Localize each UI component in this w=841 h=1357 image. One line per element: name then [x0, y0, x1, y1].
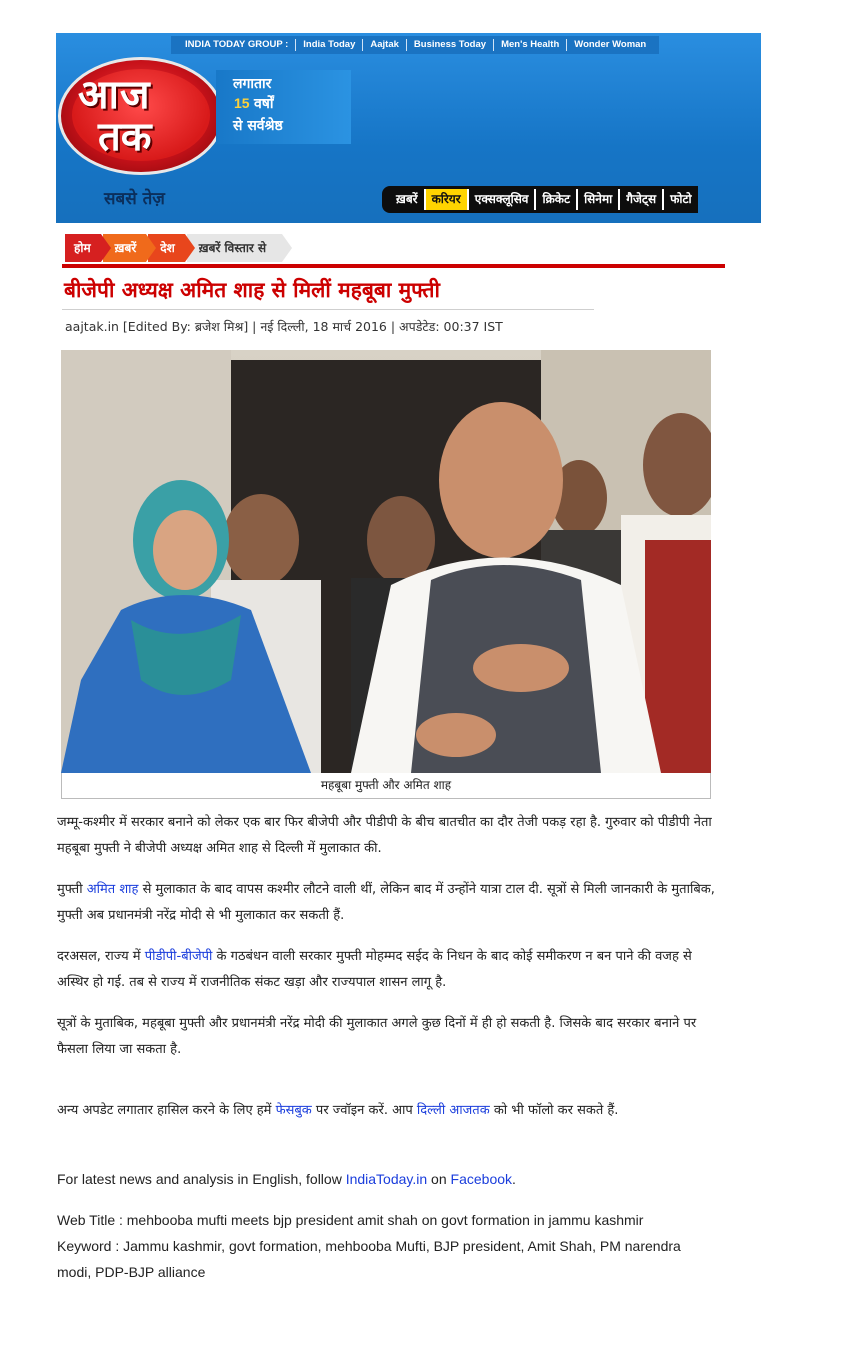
claim-line3: से सर्वश्रेष्ठ [233, 118, 283, 134]
follow-en-text-a: For latest news and analysis in English, follow [57, 1171, 346, 1187]
nav-cricket[interactable]: क्रिकेट [536, 189, 578, 210]
india-today-group-label: INDIA TODAY GROUP : [171, 39, 296, 51]
claim-line2: वर्षों [254, 96, 274, 112]
top-link-aajtak[interactable]: Aajtak [363, 39, 407, 51]
group-links-bar [171, 36, 659, 54]
photo-caption: महबूबा मुफ्ती और अमित शाह [61, 773, 711, 799]
claim-banner [216, 70, 351, 144]
amit-shah-link[interactable]: अमित शाह [86, 882, 139, 897]
follow-paragraph-hindi [57, 1098, 717, 1124]
logo-text-tak: तक [98, 114, 152, 160]
article-meta [57, 1207, 717, 1285]
breadcrumb-current: ख़बरें विस्तार से [187, 234, 282, 262]
nav-career[interactable]: करियर [426, 189, 469, 210]
section-divider [62, 264, 725, 268]
top-link-india-today[interactable]: India Today [296, 39, 363, 51]
paragraph-1: जम्मू-कश्मीर में सरकार बनाने को लेकर एक बार फिर बीजेपी और पीडीपी के बीच बातचीत का दौर तेजी पकड़ रहा है. गुरुवार को पीडीपी नेता महबूबा मुफ्ती ने बीजेपी अध्यक्ष अमित शाह से दिल्ली में मुलाकात की. [57, 815, 712, 856]
facebook-link-english[interactable]: Facebook [450, 1171, 513, 1187]
breadcrumb-desh[interactable]: देश [148, 234, 185, 262]
nav-photo[interactable]: फोटो [670, 192, 692, 206]
follow-en-text-c: . [512, 1171, 516, 1187]
claim-line1: लगातार [233, 76, 272, 92]
delhi-aajtak-link[interactable]: दिल्ली आजतक [416, 1103, 490, 1118]
site-header [56, 33, 761, 223]
follow-text-b: पर ज्‍वॉइन करें. आप [311, 1103, 417, 1118]
follow-text-c: को भी फॉलो कर सकते हैं. [489, 1103, 619, 1118]
paragraph-3 [57, 944, 717, 996]
page-title: बीजेपी अध्यक्ष अमित शाह से मिलीं महबूबा मुफ्ती [64, 278, 440, 302]
web-title: Web Title : mehbooba mufti meets bjp president amit shah on govt formation in jammu kashmir [57, 1212, 644, 1228]
breadcrumb-home[interactable]: होम [65, 234, 101, 262]
paragraph-2-text-b: से मुलाकात के बाद वापस कश्मीर लौटने वाली थीं, लेकिन बाद में उन्होंने यात्रा टाल दी. सूत्रों से मिली जानकारी के मुताबिक, मुफ्ती अब प्रधानमंत्री नरेंद्र मोदी से भी मुलाकात कर सकती हैं. [57, 882, 715, 923]
logo-tagline: सबसे तेज़ [104, 189, 165, 209]
article-photo-illustration [61, 350, 711, 773]
nav-gadgets[interactable]: गैजेट्स [620, 189, 664, 210]
nav-exclusive[interactable]: एक्सक्लूसिव [469, 189, 537, 210]
logo-text-aaj: आज [78, 72, 151, 118]
follow-text-a: अन्य अपडेट लगातार हासिल करने के लिए हमें [57, 1103, 276, 1118]
breadcrumb-khabrein[interactable]: ख़बरें [103, 234, 147, 262]
paragraph-2 [57, 877, 717, 929]
paragraph-3-text-b: के गठबंधन वाली सरकार मुफ्ती मोहम्मद सईद के निधन के बाद कोई समीकरण न बन पाने की वजह से अस्थिर हो गई. तब से राज्य में राजनीतिक संकट खड़ा और राज्यपाल शासन लागू है. [57, 949, 692, 990]
main-nav [382, 186, 698, 213]
nav-cinema[interactable]: सिनेमा [578, 189, 620, 210]
paragraph-4: सूत्रों के मुताबिक, महबूबा मुफ्ती और प्रधानमंत्री नरेंद्र मोदी की मुलाकात अगले कुछ दिनों में ही हो सकती है. जिसके बाद सरकार बनाने पर फैसला लिया जा सकता है. [57, 1016, 697, 1057]
article-photo [61, 350, 711, 773]
facebook-link-hindi[interactable]: फेसबुक [275, 1103, 312, 1118]
follow-en-text-b: on [427, 1171, 451, 1187]
nav-khabrein[interactable]: ख़बरें [390, 189, 426, 210]
keywords: Keyword : Jammu kashmir, govt formation, mehbooba Mufti, BJP president, Amit Shah, PM narendra modi, PDP-BJP alliance [57, 1238, 681, 1280]
indiatoday-link[interactable]: IndiaToday.in [345, 1171, 428, 1187]
aajtak-logo[interactable] [58, 51, 226, 179]
follow-paragraph-english [57, 1166, 717, 1192]
pdp-bjp-link[interactable]: पीडीपी-बीजेपी [144, 949, 213, 964]
paragraph-2-text-a: मुफ्ती [57, 882, 87, 897]
top-link-wonder-woman[interactable]: Wonder Woman [574, 39, 647, 50]
byline: aajtak.in [Edited By: ब्रजेश मिश्र] | नई दिल्ली, 18 मार्च 2016 | अपडेटेड: 00:37 IST [65, 319, 503, 334]
paragraph-3-text-a: दरअसल, राज्य में [57, 949, 145, 964]
breadcrumb [65, 234, 284, 264]
claim-number: 15 [234, 95, 250, 111]
top-link-business-today[interactable]: Business Today [407, 39, 494, 51]
top-link-mens-health[interactable]: Men's Health [494, 39, 567, 51]
headline-divider [62, 309, 594, 310]
